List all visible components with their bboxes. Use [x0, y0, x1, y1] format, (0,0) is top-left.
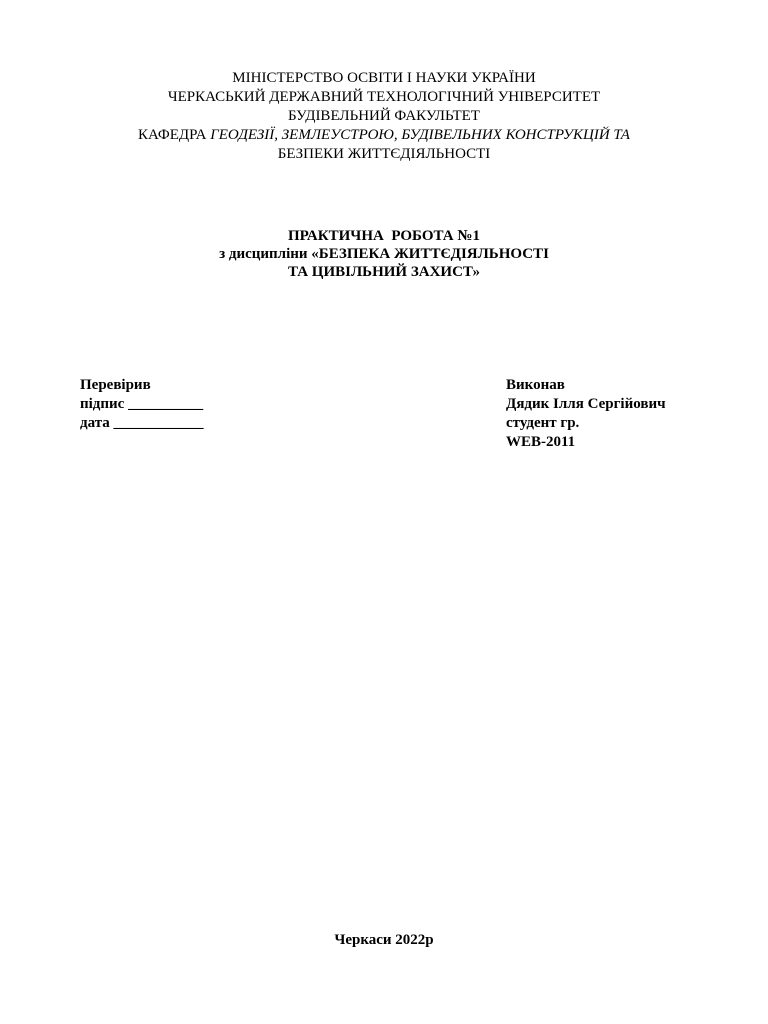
work-title-block — [0, 227, 768, 281]
checked-label: Перевірив — [80, 377, 151, 393]
discipline-line-2: ТА ЦИВІЛЬНИЙ ЗАХИСТ» — [287, 264, 481, 280]
university-line: ЧЕРКАСЬКИЙ ДЕРЖАВНИЙ ТЕХНОЛОГІЧНИЙ УНІВЕРСИТЕТ — [167, 89, 601, 105]
student-name: Дядик Ілля Сергійович — [506, 396, 666, 412]
date-line: дата ____________ — [80, 415, 204, 431]
ministry-line: МІНІСТЕРСТВО ОСВІТИ І НАУКИ УКРАЇНИ — [232, 70, 536, 86]
group-code: WEB-2011 — [506, 434, 576, 450]
title-page-header — [0, 69, 768, 164]
department-continuation: БЕЗПЕКИ ЖИТТЄДІЯЛЬНОСТІ — [277, 146, 491, 162]
faculty-line: БУДІВЕЛЬНИЙ ФАКУЛЬТЕТ — [288, 108, 480, 124]
performed-label: Виконав — [506, 377, 565, 393]
discipline-line-1: з дисципліни «БЕЗПЕКА ЖИТТЄДІЯЛЬНОСТІ — [219, 246, 549, 262]
signature-line: підпис __________ — [80, 396, 204, 412]
checked-by-block — [80, 376, 204, 433]
department-name: ГЕОДЕЗІЇ, ЗЕМЛЕУСТРОЮ, БУДІВЕЛЬНИХ КОНСТРУКЦІЙ ТА — [210, 127, 630, 143]
performed-by-block — [506, 376, 666, 452]
student-label: студент гр. — [506, 415, 580, 431]
department-line — [0, 126, 768, 145]
city-year: Черкаси 2022р — [334, 932, 434, 948]
work-title: ПРАКТИЧНА РОБОТА №1 — [288, 228, 480, 244]
department-prefix: КАФЕДРА — [138, 127, 207, 143]
